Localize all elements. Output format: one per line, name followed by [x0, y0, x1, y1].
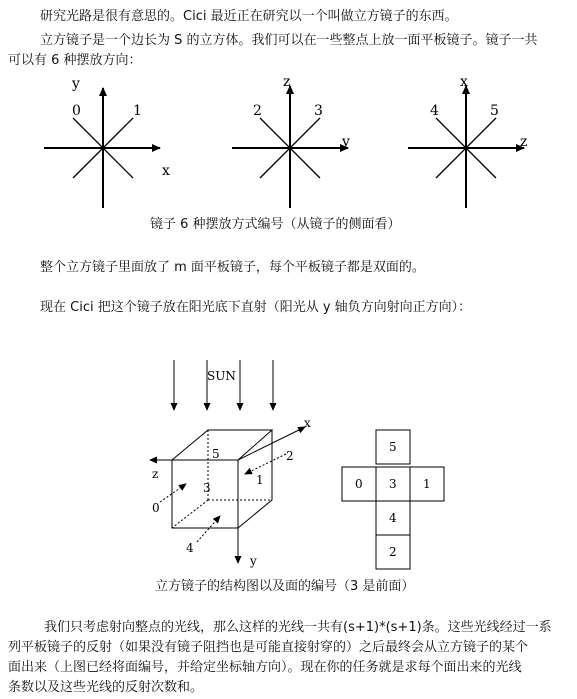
axis-label-z: z [520, 134, 528, 150]
face-label-1: 1 [256, 473, 264, 487]
axis-label-z: z [152, 467, 159, 481]
cube-net [342, 430, 444, 569]
task-line-2: 列平板镜子的反射（如果没有镜子阻挡也是可能直接射穿的）之后最终会从立方镜子的某个 [8, 640, 529, 655]
cube-figure [0, 350, 577, 580]
cube-caption: 立方镜子的结构图以及面的编号（3 是前面） [155, 579, 415, 594]
orientation-figure [0, 70, 577, 220]
net-face-5: 5 [389, 440, 397, 454]
net-face-4: 4 [389, 511, 397, 525]
mirror-count-paragraph: 整个立方镜子里面放了 m 面平板镜子，每个平板镜子都是双面的。 [40, 260, 425, 275]
orientation-panel-zx [408, 74, 527, 208]
axis-label-y: y [250, 554, 257, 568]
orientation-panel-yz [232, 74, 350, 208]
face-label-4: 4 [186, 541, 194, 555]
sun-label: SUN [207, 369, 236, 383]
task-line-1: 我们只考虑射向整点的光线，那么这样的光线一共有(s+1)*(s+1)条。这些光线经过一系 [44, 620, 552, 635]
face-label-5: 5 [212, 447, 220, 461]
description-line-1: 立方镜子是一个边长为 S 的立方体。我们可以在一些整点上放一面平板镜子。镜子一共 [40, 33, 538, 48]
net-face-0: 0 [355, 477, 363, 491]
mirror-label-5: 5 [490, 103, 499, 119]
cube-diagram [150, 416, 311, 568]
net-face-2: 2 [389, 545, 397, 559]
mirror-label-3: 3 [314, 103, 323, 119]
orientation-panel-xy [44, 76, 170, 208]
face-label-3: 3 [203, 481, 211, 495]
axis-label-x: x [162, 163, 170, 179]
face-label-2: 2 [286, 449, 294, 463]
mirror-label-4: 4 [430, 103, 439, 119]
axis-label-z: z [283, 74, 291, 90]
axis-label-y: y [72, 76, 80, 92]
mirror-label-1: 1 [133, 103, 142, 119]
axis-label-y: y [342, 134, 350, 150]
mirror-label-2: 2 [253, 103, 262, 119]
face-label-0: 0 [152, 501, 160, 515]
orientation-caption: 镜子 6 种摆放方式编号（从镜子的侧面看） [150, 217, 401, 232]
sun-paragraph: 现在 Cici 把这个镜子放在阳光底下直射（阳光从 y 轴负方向射向正方向）： [40, 300, 472, 315]
mirror-label-0: 0 [72, 103, 81, 119]
axis-label-x: x [460, 74, 468, 90]
axis-label-x: x [304, 416, 311, 430]
net-face-3: 3 [389, 477, 397, 491]
intro-paragraph: 研究光路是很有意思的。Cici 最近正在研究以一个叫做立方镜子的东西。 [40, 9, 458, 24]
task-line-3: 面出来（上图已经将面编号，并给定坐标轴方向）。现在你的任务就是求每个面出来的光线 [8, 660, 522, 675]
sun-rays [174, 360, 273, 410]
description-line-2: 可以有 6 种摆放方向： [8, 53, 142, 68]
task-line-4: 条数以及这些光线的反射次数和。 [8, 680, 204, 695]
net-face-1: 1 [423, 477, 431, 491]
